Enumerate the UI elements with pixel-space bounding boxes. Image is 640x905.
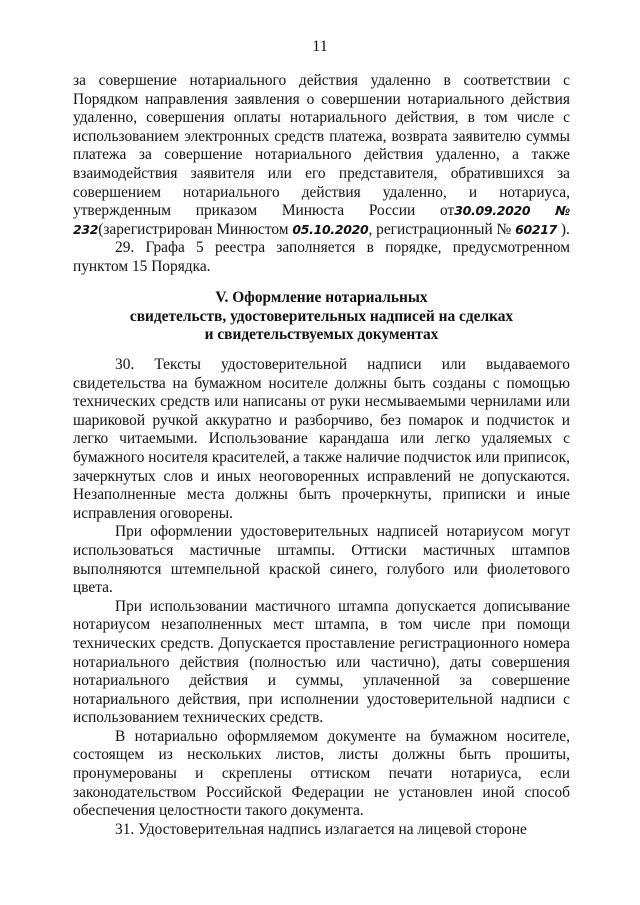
section-body bbox=[73, 356, 570, 839]
section-heading-line-2: свидетельств, удостоверительных надписей на сделках bbox=[129, 307, 514, 325]
paragraph-29: 29. Графа 5 реестра заполняется в порядке, предусмотренном пунктом 15 Порядка. bbox=[73, 239, 570, 275]
handwritten-order-number: 232 bbox=[73, 221, 99, 237]
handwritten-order-date: 30.09.2020 bbox=[454, 203, 531, 219]
intro-text-b: (зарегистрирован Минюстом bbox=[98, 220, 293, 238]
paragraph-30-stamps: При оформлении удостоверительных надписей нотариусом могут использоваться мастичные штампы. Оттиски мастичных штампов выполняются штемпельной краской синего, голубого или фиолетового цвета. bbox=[73, 523, 570, 597]
paragraph-30-multipage: В нотариально оформляемом документе на бумажном носителе, состоящем из нескольких листов, листы должны быть прошиты, пронумерованы и скреплены оттиском печати нотариуса, если законодательством Российской Федерации не установлен иной способ обеспечения целостности такого документа. bbox=[73, 727, 570, 820]
handwritten-registration-number: 60217 bbox=[515, 221, 558, 237]
intro-block bbox=[73, 72, 570, 277]
paragraph-30: 30. Тексты удостоверительной надписи или выдаваемого свидетельства на бумажном носителе должны быть созданы с помощью технических средств или написаны от руки несмываемыми чернилами или шариковой ручкой аккуратно и разборчиво, без помарок и подчисток и легко читаемыми. Использование карандаша или легко удаляемых с бумажного носителя красителей, а также наличие подчисток или приписок, зачеркнутых слов и иных неоговоренных исправлений не допускаются. Незаполненные места должны быть прочеркнуты, приписки и иные исправления оговорены. bbox=[73, 356, 570, 522]
intro-text-d: ). bbox=[557, 220, 570, 238]
intro-text-a: за совершение нотариального действия удаленно в соответствии с Порядком направления заявления о совершении нотариального действия удаленно, совершения оплаты нотариального действия, в том числе с использованием электронных средств платежа, возврата заявителю суммы платежа за совершение нотариального действия удаленно, а также взаимодействия заявителя или его представителя, обратившихся за совершением нотариального действия удаленно, и нотариуса, утвержденным приказом Минюста России от bbox=[73, 72, 570, 220]
intro-text-c: , регистрационный № bbox=[368, 220, 516, 238]
section-heading-line-3: и свидетельствуемых документах bbox=[204, 326, 439, 344]
paragraph-31: 31. Удостоверительная надпись излагается на лицевой стороне bbox=[115, 820, 527, 838]
paragraph-30-stamp-use: При использовании мастичного штампа допускается дописывание нотариусом незаполненных мест штампа, в том числе при помощи технических средств. Допускается проставление регистрационного номера нотариального действия (полностью или частично), даты совершения нотариального действия и суммы, уплаченной за совершение нотариального действия, при исполнении удостоверительной надписи с использованием технических средств. bbox=[73, 597, 570, 727]
section-heading bbox=[73, 289, 570, 345]
section-heading-line-1: V. Оформление нотариальных bbox=[215, 289, 428, 306]
handwritten-order-sep: № bbox=[530, 203, 570, 219]
page-number: 11 bbox=[312, 38, 328, 55]
handwritten-registration-date: 05.10.2020 bbox=[292, 221, 369, 237]
intro-paragraph bbox=[73, 72, 570, 239]
